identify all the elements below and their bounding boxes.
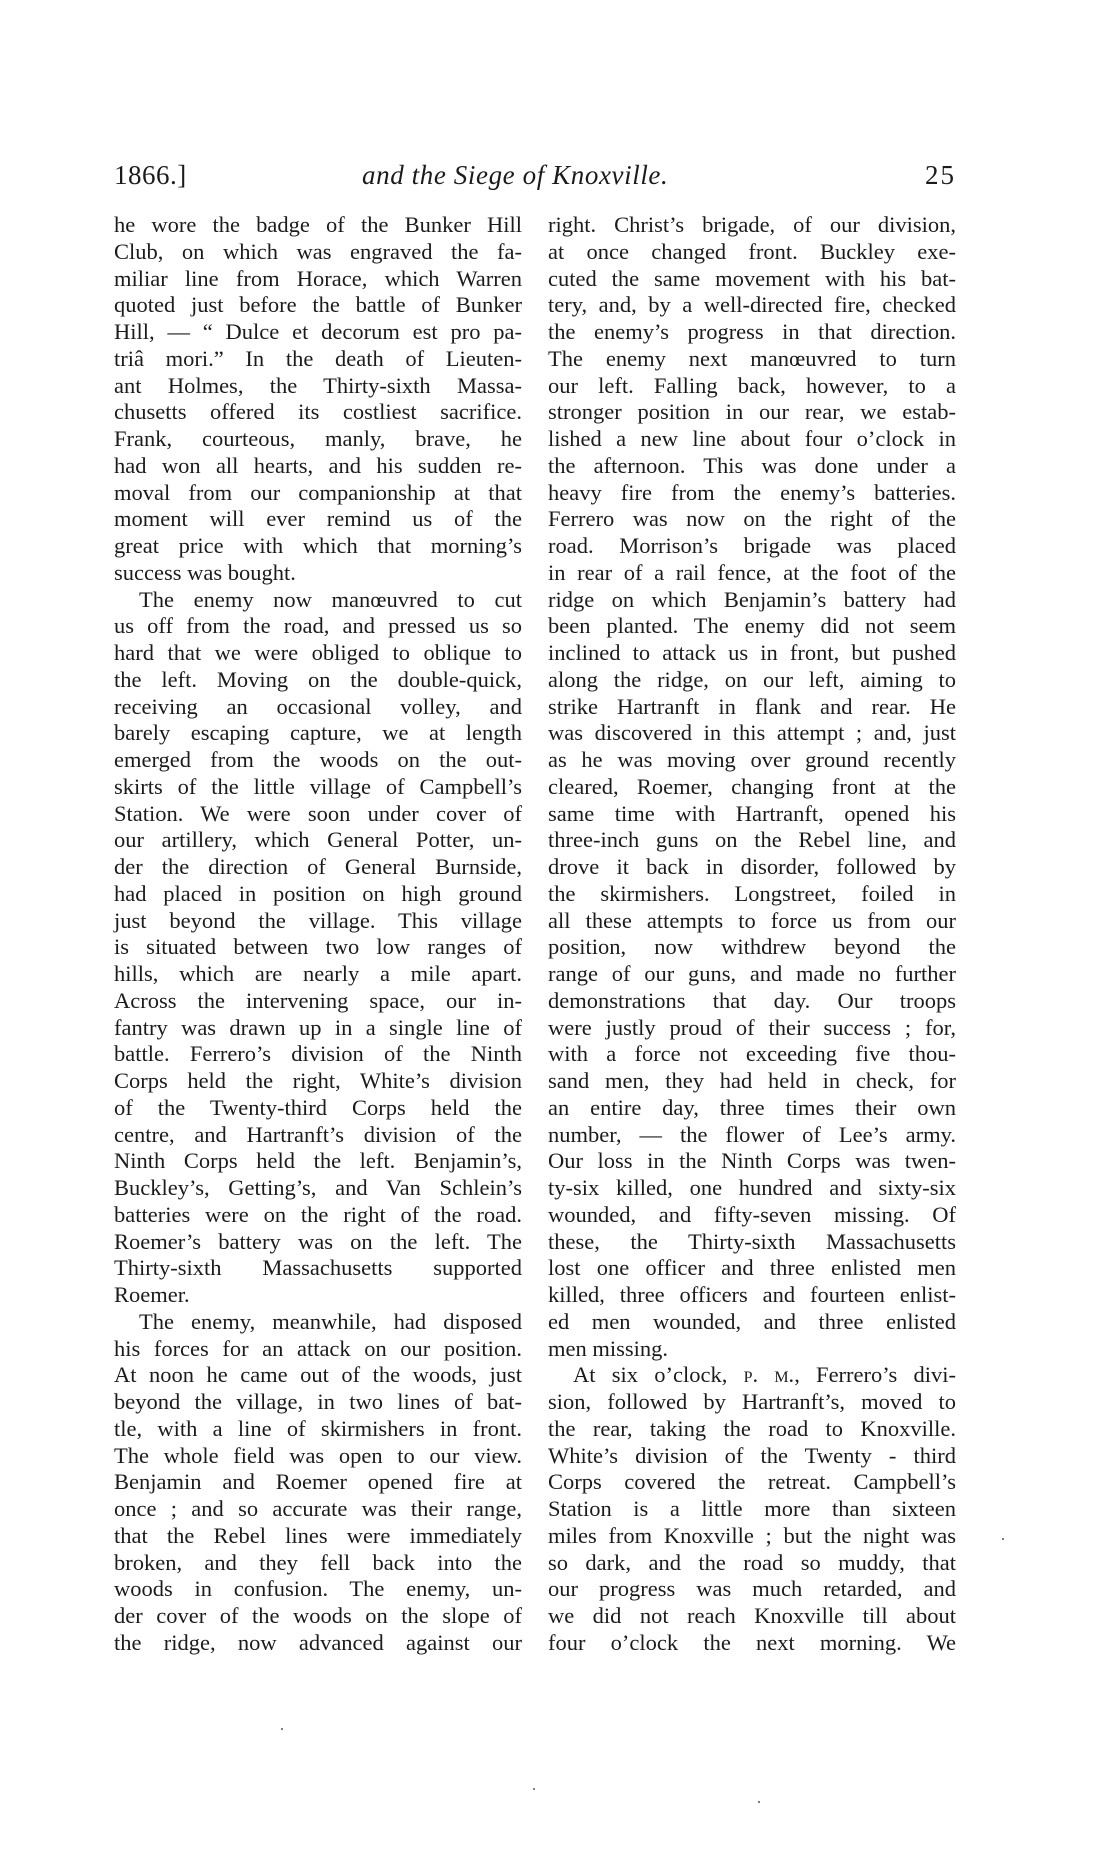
- text-line: The enemy next manœuvred to turn: [548, 345, 956, 371]
- text-line: once ; and so accurate was their range,: [114, 1496, 522, 1521]
- text-line: broken, and they fell back into the: [114, 1549, 522, 1575]
- text-line: tle, with a line of skirmishers in front.: [114, 1415, 522, 1441]
- scan-speck: [533, 1788, 535, 1790]
- text-line: At noon he came out of the woods, just: [114, 1362, 522, 1388]
- text-line: hard that we were obliged to oblique to: [114, 640, 522, 665]
- text-line: Hill, — “ Dulce et decorum est pro pa-: [114, 319, 522, 344]
- text-line: The whole field was open to our view.: [114, 1442, 522, 1468]
- text-line: these, the Thirty-sixth Massachusetts: [548, 1228, 956, 1254]
- text-line: Across the intervening space, our in-: [114, 987, 522, 1013]
- text-line: position, now withdrew beyond the: [548, 934, 956, 960]
- text-line: Buckley’s, Getting’s, and Van Schlein’s: [114, 1175, 522, 1200]
- text-line: our artillery, which General Potter, un-: [114, 827, 522, 853]
- text-line: at once changed front. Buckley exe-: [548, 238, 956, 264]
- text-line: cleared, Roemer, changing front at the: [548, 773, 956, 799]
- text-line: the afternoon. This was done under a: [548, 452, 956, 478]
- text-line: with a force not exceeding five thou-: [548, 1041, 956, 1067]
- text-line: The enemy, meanwhile, had disposed: [139, 1308, 522, 1334]
- text-line: quoted just before the battle of Bunker: [114, 292, 522, 318]
- text-line: strike Hartranft in flank and rear. He: [548, 693, 956, 719]
- text-line: Corps held the right, White’s division: [114, 1068, 522, 1093]
- text-line: ed men wounded, and three enlisted: [548, 1308, 956, 1334]
- text-line: barely escaping capture, we at length: [114, 720, 522, 746]
- text-line: tery, and, by a well-directed fire, checked: [548, 292, 956, 318]
- text-line: range of our guns, and made no further: [548, 961, 956, 986]
- text-line: receiving an occasional volley, and: [114, 693, 522, 719]
- running-head: [114, 158, 956, 192]
- text-line: centre, and Hartranft’s division of the: [114, 1121, 522, 1147]
- text-line: men missing.: [548, 1335, 669, 1361]
- text-line: the ridge, now advanced against our: [114, 1629, 522, 1655]
- text-line: an entire day, three times their own: [548, 1094, 956, 1120]
- text-line: emerged from the woods on the out-: [114, 747, 522, 772]
- text-line: sion, followed by Hartranft’s, moved to: [548, 1389, 956, 1414]
- text-line: Station is a little more than sixteen: [548, 1496, 956, 1521]
- text-line: four o’clock the next morning. We: [548, 1629, 956, 1655]
- text-line: ty-six killed, one hundred and sixty-six: [548, 1175, 956, 1200]
- text-line: had placed in position on high ground: [114, 880, 522, 906]
- text-line: is situated between two low ranges of: [114, 934, 522, 960]
- text-line: Roemer.: [114, 1282, 190, 1307]
- text-line: Ferrero was now on the right of the: [548, 506, 956, 532]
- text-line: were justly proud of their success ; for,: [548, 1014, 956, 1040]
- text-line: Thirty-sixth Massachusetts supported: [114, 1255, 522, 1281]
- right-text-column: [548, 212, 956, 1657]
- text-line: beyond the village, in two lines of bat-: [114, 1389, 522, 1414]
- text-line: been planted. The enemy did not seem: [548, 613, 956, 639]
- text-line: right. Christ’s brigade, of our division,: [548, 212, 956, 237]
- running-head-title: and the Siege of Knoxville.: [362, 160, 669, 190]
- text-line: miliar line from Horace, which Warren: [114, 265, 522, 291]
- text-line: batteries were on the right of the road.: [114, 1201, 522, 1227]
- text-line: Benjamin and Roemer opened fire at: [114, 1469, 522, 1495]
- text-line: moment will ever remind us of the: [114, 506, 522, 532]
- text-line: der cover of the woods on the slope of: [114, 1603, 522, 1628]
- text-line: that the Rebel lines were immediately: [114, 1522, 522, 1548]
- text-line: hills, which are nearly a mile apart.: [114, 961, 522, 986]
- text-line: his forces for an attack on our position.: [114, 1335, 522, 1361]
- text-line: Ninth Corps held the left. Benjamin’s,: [114, 1148, 522, 1174]
- text-line: inclined to attack us in front, but pushed: [548, 640, 956, 665]
- text-line: lished a new line about four o’clock in: [548, 426, 956, 451]
- text-line: Our loss in the Ninth Corps was twen-: [548, 1148, 956, 1174]
- text-line: miles from Knoxville ; but the night was: [548, 1522, 956, 1548]
- text-line: killed, three officers and fourteen enlist-: [548, 1282, 956, 1307]
- text-line: the left. Moving on the double-quick,: [114, 666, 522, 692]
- text-line: fantry was drawn up in a single line of: [114, 1014, 522, 1040]
- text-line: Corps covered the retreat. Campbell’s: [548, 1469, 956, 1495]
- text-line: sand men, they had held in check, for: [548, 1068, 956, 1093]
- text-line: The enemy now manœuvred to cut: [139, 586, 522, 612]
- text-line: the rear, taking the road to Knoxville.: [548, 1415, 956, 1441]
- text-line: battle. Ferrero’s division of the Ninth: [114, 1041, 522, 1067]
- text-line: same time with Hartranft, opened his: [548, 800, 956, 826]
- text-line: der the direction of General Burnside,: [114, 854, 522, 879]
- text-line: had won all hearts, and his sudden re-: [114, 452, 522, 478]
- text-line: all these attempts to force us from our: [548, 907, 956, 933]
- text-line: three-inch guns on the Rebel line, and: [548, 827, 956, 853]
- text-line: of the Twenty-third Corps held the: [114, 1094, 522, 1120]
- text-line: Club, on which was engraved the fa-: [114, 238, 522, 264]
- text-line: he wore the badge of the Bunker Hill: [114, 212, 522, 237]
- text-line: was discovered in this attempt ; and, just: [548, 720, 956, 746]
- text-line: demonstrations that day. Our troops: [548, 987, 956, 1013]
- text-line: wounded, and fifty-seven missing. Of: [548, 1201, 956, 1227]
- text-line: stronger position in our rear, we estab-: [548, 399, 956, 425]
- text-line: number, — the flower of Lee’s army.: [548, 1121, 956, 1147]
- text-line: skirts of the little village of Campbell’s: [114, 773, 522, 799]
- text-line: in rear of a rail fence, at the foot of the: [548, 559, 956, 585]
- text-line: just beyond the village. This village: [114, 907, 522, 933]
- text-line: triâ mori.” In the death of Lieuten-: [114, 345, 522, 371]
- text-line: moval from our companionship at that: [114, 479, 522, 505]
- text-line: chusetts offered its costliest sacrifice.: [114, 399, 522, 425]
- text-line: great price with which that morning’s: [114, 533, 522, 558]
- text-line: road. Morrison’s brigade was placed: [548, 533, 956, 558]
- text-line: ant Holmes, the Thirty-sixth Massa-: [114, 372, 522, 398]
- text-line: as he was moving over ground recently: [548, 747, 956, 772]
- text-line: cuted the same movement with his bat-: [548, 265, 956, 291]
- time-abbreviation: p. m.: [743, 1362, 795, 1388]
- text-line: the skirmishers. Longstreet, foiled in: [548, 880, 956, 906]
- text-line: the enemy’s progress in that direction.: [548, 319, 956, 344]
- text-line: success was bought.: [114, 559, 296, 585]
- text-line: so dark, and the road so muddy, that: [548, 1549, 956, 1575]
- running-head-year: 1866.]: [114, 160, 187, 190]
- text-line: lost one officer and three enlisted men: [548, 1255, 956, 1281]
- text-line: our left. Falling back, however, to a: [548, 372, 956, 398]
- text-line: along the ridge, on our left, aiming to: [548, 666, 956, 692]
- text-line: heavy fire from the enemy’s batteries.: [548, 479, 956, 505]
- scan-speck: [758, 1801, 760, 1803]
- text-line: woods in confusion. The enemy, un-: [114, 1576, 522, 1602]
- page-number: 25: [925, 160, 956, 190]
- text-line: ridge on which Benjamin’s battery had: [548, 586, 956, 612]
- scan-speck: [281, 1728, 283, 1730]
- text-line: Roemer’s battery was on the left. The: [114, 1228, 522, 1254]
- text-line: White’s division of the Twenty - third: [548, 1442, 956, 1468]
- text-line: Frank, courteous, manly, brave, he: [114, 426, 522, 451]
- text-line: Station. We were soon under cover of: [114, 800, 522, 826]
- scan-speck: [1002, 1538, 1004, 1540]
- text-line: our progress was much retarded, and: [548, 1576, 956, 1602]
- left-text-column: [114, 212, 522, 1657]
- text-line: we did not reach Knoxville till about: [548, 1603, 956, 1628]
- text-line: us off from the road, and pressed us so: [114, 613, 522, 639]
- text-line: At six o’clock, p. m., Ferrero’s divi-: [573, 1362, 957, 1388]
- text-line: drove it back in disorder, followed by: [548, 854, 956, 879]
